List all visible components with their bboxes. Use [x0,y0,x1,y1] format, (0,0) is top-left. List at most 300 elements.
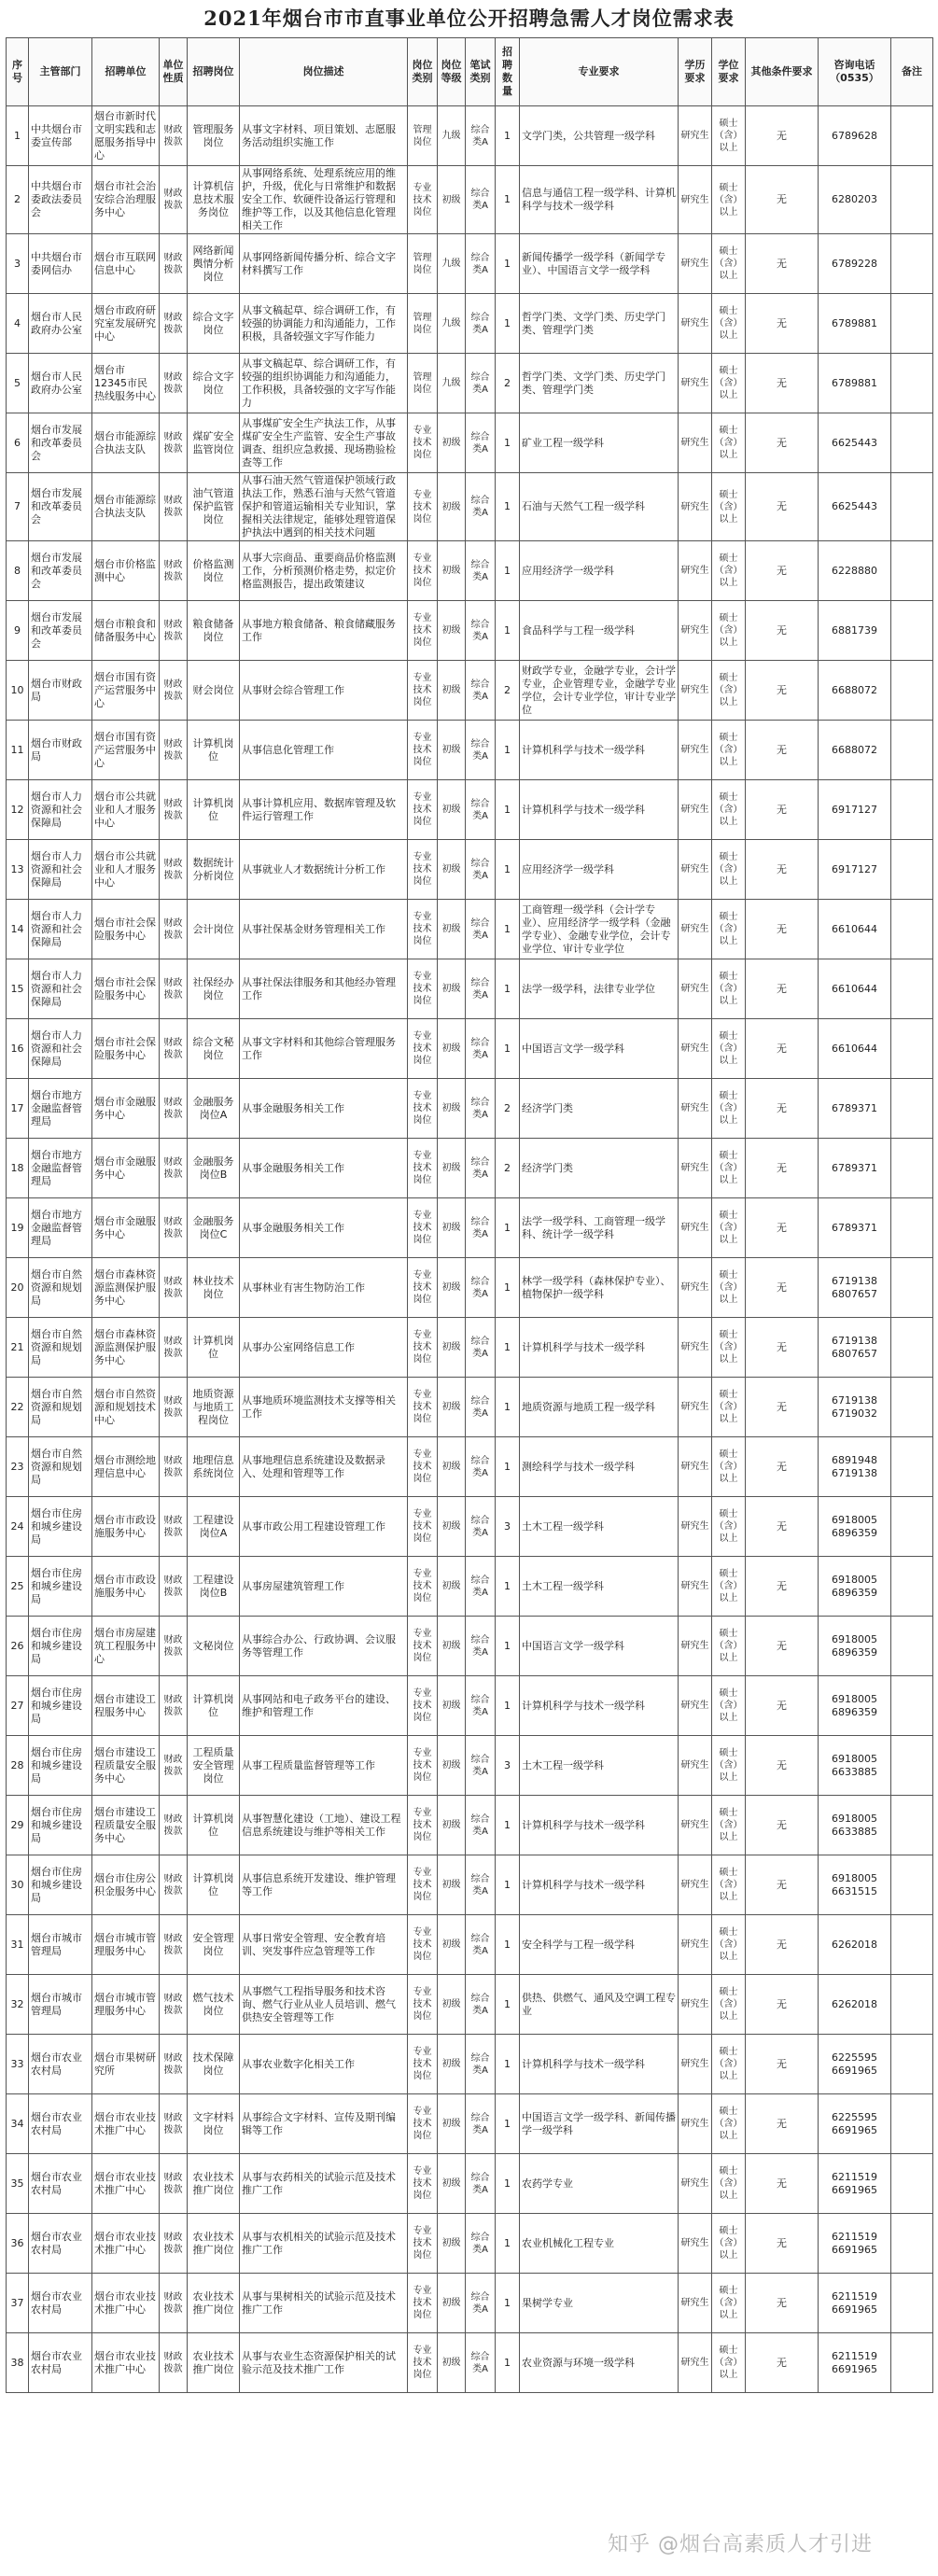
cell-remarks [891,2274,933,2333]
cell-index: 32 [7,1975,29,2035]
cell-degree: 硕士（含）以上 [712,1019,746,1079]
table-row [7,1198,933,1258]
table-row [7,1855,933,1915]
cell-phone: 6789628 [819,106,891,166]
cell-department: 烟台市人民政府办公室 [29,354,92,413]
cell-major: 计算机科学与技术一级学科 [520,1796,679,1855]
cell-other-requirements: 无 [746,2094,819,2154]
cell-other-requirements: 无 [746,1676,819,1736]
cell-quantity: 2 [496,354,520,413]
cell-unit-type: 财政拨款 [160,2094,188,2154]
cell-position-level: 九级 [438,294,466,354]
cell-degree: 硕士（含）以上 [712,541,746,601]
cell-other-requirements: 无 [746,2154,819,2214]
cell-degree: 硕士（含）以上 [712,166,746,234]
table-row [7,721,933,780]
cell-employer: 烟台市互联网信息中心 [92,234,160,294]
cell-unit-type: 财政拨款 [160,106,188,166]
cell-major: 计算机科学与技术一级学科 [520,721,679,780]
cell-exam-type: 综合类A [466,1736,496,1796]
cell-position-level: 初级 [438,1318,466,1378]
cell-description: 从事社保基金财务管理相关工作 [240,900,408,959]
cell-remarks [891,1437,933,1497]
cell-employer: 烟台市社会保险服务中心 [92,959,160,1019]
cell-quantity: 1 [496,106,520,166]
cell-description: 从事文字材料和其他综合管理服务工作 [240,1019,408,1079]
cell-index: 8 [7,541,29,601]
cell-education: 研究生 [679,661,712,721]
cell-degree: 硕士（含）以上 [712,661,746,721]
cell-position-level: 初级 [438,1676,466,1736]
table-row [7,1796,933,1855]
cell-education: 研究生 [679,840,712,900]
cell-position-level: 初级 [438,1258,466,1318]
cell-remarks [891,900,933,959]
cell-employer: 烟台市公共就业和人才服务中心 [92,840,160,900]
cell-position-level: 初级 [438,601,466,661]
cell-other-requirements: 无 [746,1378,819,1437]
cell-remarks [891,1855,933,1915]
cell-education: 研究生 [679,780,712,840]
cell-position: 农业技术推广岗位 [188,2214,240,2274]
cell-other-requirements: 无 [746,166,819,234]
cell-major: 林学一级学科（森林保护专业）、植物保护一级学科 [520,1258,679,1318]
cell-quantity: 1 [496,959,520,1019]
cell-education: 研究生 [679,1198,712,1258]
cell-exam-type: 综合类A [466,413,496,473]
table-row [7,1557,933,1617]
cell-position-level: 初级 [438,1915,466,1975]
cell-exam-type: 综合类A [466,234,496,294]
cell-department: 烟台市农业农村局 [29,2333,92,2393]
cell-position: 综合文字岗位 [188,294,240,354]
cell-phone: 6891948 6719138 [819,1437,891,1497]
cell-department: 烟台市发展和改革委员会 [29,601,92,661]
cell-department: 烟台市自然资源和规划局 [29,1378,92,1437]
cell-description: 从事综合办公、行政协调、会议服务等管理工作 [240,1617,408,1676]
cell-degree: 硕士（含）以上 [712,1378,746,1437]
cell-exam-type: 综合类A [466,1139,496,1198]
cell-degree: 硕士（含）以上 [712,780,746,840]
cell-other-requirements: 无 [746,294,819,354]
cell-degree: 硕士（含）以上 [712,1198,746,1258]
cell-major: 文学门类，公共管理一级学科 [520,106,679,166]
cell-description: 从事市政公用工程建设管理工作 [240,1497,408,1557]
cell-department: 烟台市人力资源和社会保障局 [29,840,92,900]
cell-degree: 硕士（含）以上 [712,1318,746,1378]
cell-major: 供热、供燃气、通风及空调工程专业 [520,1975,679,2035]
cell-major: 农业机械化工程专业 [520,2214,679,2274]
cell-quantity: 1 [496,1796,520,1855]
cell-description: 从事与果树相关的试验示范及技术推广工作 [240,2274,408,2333]
cell-exam-type: 综合类A [466,1318,496,1378]
cell-other-requirements: 无 [746,2274,819,2333]
cell-employer: 烟台市社会保险服务中心 [92,900,160,959]
cell-position-category: 管理岗位 [408,354,438,413]
cell-position-level: 初级 [438,1497,466,1557]
cell-remarks [891,780,933,840]
cell-phone: 6625443 [819,413,891,473]
cell-department: 烟台市人力资源和社会保障局 [29,900,92,959]
cell-degree: 硕士（含）以上 [712,2333,746,2393]
cell-position: 文秘岗位 [188,1617,240,1676]
cell-phone: 6211519 6691965 [819,2333,891,2393]
cell-position: 工程质量安全管理岗位 [188,1736,240,1796]
cell-employer: 烟台市城市管理服务中心 [92,1915,160,1975]
cell-unit-type: 财政拨款 [160,1557,188,1617]
cell-employer: 烟台市农业技术推广中心 [92,2154,160,2214]
cell-position-category: 专业技术岗位 [408,473,438,541]
cell-exam-type: 综合类A [466,1915,496,1975]
cell-other-requirements: 无 [746,234,819,294]
cell-education: 研究生 [679,294,712,354]
cell-exam-type: 综合类A [466,2274,496,2333]
cell-index: 2 [7,166,29,234]
cell-description: 从事农业数字化相关工作 [240,2035,408,2094]
cell-other-requirements: 无 [746,106,819,166]
cell-position-category: 专业技术岗位 [408,959,438,1019]
cell-exam-type: 综合类A [466,1258,496,1318]
cell-position: 网络新闻舆情分析岗位 [188,234,240,294]
cell-quantity: 1 [496,234,520,294]
cell-phone: 6789228 [819,234,891,294]
cell-unit-type: 财政拨款 [160,959,188,1019]
cell-degree: 硕士（含）以上 [712,234,746,294]
cell-unit-type: 财政拨款 [160,294,188,354]
cell-description: 从事网络系统、处理系统应用的维护，升级，优化与日常维护和数据安全工作、软硬件设备运行管理和维护等工作，以及其他信息化管理相关工作 [240,166,408,234]
table-row [7,1736,933,1796]
cell-description: 从事办公室网络信息工作 [240,1318,408,1378]
cell-index: 22 [7,1378,29,1437]
cell-index: 18 [7,1139,29,1198]
cell-index: 30 [7,1855,29,1915]
cell-index: 9 [7,601,29,661]
cell-remarks [891,2333,933,2393]
cell-exam-type: 综合类A [466,106,496,166]
cell-education: 研究生 [679,2333,712,2393]
cell-major: 计算机科学与技术一级学科 [520,1676,679,1736]
cell-degree: 硕士（含）以上 [712,1258,746,1318]
cell-department: 烟台市住房和城乡建设局 [29,1676,92,1736]
column-header: 招聘数量 [496,38,520,106]
cell-description: 从事与农药相关的试验示范及技术推广工作 [240,2154,408,2214]
cell-major: 食品科学与工程一级学科 [520,601,679,661]
cell-degree: 硕士（含）以上 [712,2214,746,2274]
cell-degree: 硕士（含）以上 [712,1915,746,1975]
cell-unit-type: 财政拨款 [160,1198,188,1258]
cell-department: 烟台市自然资源和规划局 [29,1318,92,1378]
cell-position-category: 专业技术岗位 [408,1198,438,1258]
cell-exam-type: 综合类A [466,1198,496,1258]
cell-other-requirements: 无 [746,900,819,959]
table-row [7,413,933,473]
cell-index: 37 [7,2274,29,2333]
cell-phone: 6918005 6631515 [819,1855,891,1915]
cell-position-category: 专业技术岗位 [408,780,438,840]
cell-other-requirements: 无 [746,2333,819,2393]
cell-employer: 烟台市金融服务中心 [92,1198,160,1258]
cell-major: 应用经济学一级学科 [520,541,679,601]
cell-quantity: 1 [496,1318,520,1378]
cell-index: 23 [7,1437,29,1497]
table-row [7,601,933,661]
cell-employer: 烟台市森林资源监测保护服务中心 [92,1318,160,1378]
cell-position: 计算机岗位 [188,721,240,780]
cell-department: 烟台市人力资源和社会保障局 [29,1019,92,1079]
cell-phone: 6918005 6633885 [819,1736,891,1796]
cell-index: 10 [7,661,29,721]
cell-exam-type: 综合类A [466,2333,496,2393]
cell-other-requirements: 无 [746,473,819,541]
cell-major: 地质资源与地质工程一级学科 [520,1378,679,1437]
column-header: 咨询电话（0535） [819,38,891,106]
cell-position-category: 专业技术岗位 [408,541,438,601]
cell-degree: 硕士（含）以上 [712,1676,746,1736]
cell-position-level: 初级 [438,1198,466,1258]
cell-degree: 硕士（含）以上 [712,473,746,541]
cell-degree: 硕士（含）以上 [712,1736,746,1796]
cell-unit-type: 财政拨款 [160,840,188,900]
cell-position: 金融服务岗位A [188,1079,240,1139]
cell-phone: 6719138 6719032 [819,1378,891,1437]
cell-exam-type: 综合类A [466,1079,496,1139]
cell-exam-type: 综合类A [466,541,496,601]
cell-position-level: 初级 [438,473,466,541]
cell-phone: 6719138 6807657 [819,1318,891,1378]
cell-unit-type: 财政拨款 [160,2214,188,2274]
cell-description: 从事石油天然气管道保护领域行政执法工作，熟悉石油与天然气管道保护和管道运输相关专业知识，掌握相关法律规定，能够处理管道保护执法中遇到的相关技术问题 [240,473,408,541]
cell-description: 从事综合文字材料、宣传及期刊编辑等工作 [240,2094,408,2154]
cell-education: 研究生 [679,1139,712,1198]
cell-department: 烟台市人民政府办公室 [29,294,92,354]
cell-major: 农业资源与环境一级学科 [520,2333,679,2393]
cell-department: 烟台市城市管理局 [29,1915,92,1975]
cell-remarks [891,721,933,780]
cell-index: 15 [7,959,29,1019]
cell-position-category: 专业技术岗位 [408,840,438,900]
cell-quantity: 1 [496,473,520,541]
cell-position: 金融服务岗位C [188,1198,240,1258]
cell-description: 从事文稿起草、综合调研工作，有较强的组织协调能力和沟通能力，工作积极，具备较强的文字写作能力 [240,354,408,413]
cell-other-requirements: 无 [746,1437,819,1497]
cell-major: 应用经济学一级学科 [520,840,679,900]
table-row [7,1258,933,1318]
cell-position: 地质资源与地质工程岗位 [188,1378,240,1437]
cell-exam-type: 综合类A [466,354,496,413]
cell-position-level: 初级 [438,2274,466,2333]
cell-major: 计算机科学与技术一级学科 [520,1318,679,1378]
cell-department: 烟台市人力资源和社会保障局 [29,780,92,840]
table-row [7,1019,933,1079]
cell-position-category: 专业技术岗位 [408,1139,438,1198]
cell-degree: 硕士（含）以上 [712,106,746,166]
cell-quantity: 1 [496,2333,520,2393]
cell-unit-type: 财政拨款 [160,1676,188,1736]
cell-phone: 6918005 6633885 [819,1796,891,1855]
cell-position-level: 九级 [438,354,466,413]
cell-employer: 烟台市金融服务中心 [92,1139,160,1198]
cell-department: 烟台市自然资源和规划局 [29,1258,92,1318]
cell-department: 烟台市人力资源和社会保障局 [29,959,92,1019]
column-header: 学位要求 [712,38,746,106]
cell-phone: 6610644 [819,959,891,1019]
cell-quantity: 1 [496,1258,520,1318]
column-header: 招聘单位 [92,38,160,106]
table-row [7,2214,933,2274]
cell-employer: 烟台市建设工程质量安全服务中心 [92,1796,160,1855]
cell-index: 33 [7,2035,29,2094]
cell-unit-type: 财政拨款 [160,1796,188,1855]
cell-other-requirements: 无 [746,1019,819,1079]
cell-quantity: 1 [496,1915,520,1975]
cell-description: 从事大宗商品、重要商品价格监测工作，分析预测价格走势，拟定价格监测报告，提出政策建议 [240,541,408,601]
cell-quantity: 1 [496,780,520,840]
cell-degree: 硕士（含）以上 [712,1557,746,1617]
cell-employer: 烟台市政府研究室发展研究中心 [92,294,160,354]
cell-employer: 烟台市国有资产运营服务中心 [92,721,160,780]
cell-position-level: 九级 [438,106,466,166]
cell-employer: 烟台市能源综合执法支队 [92,413,160,473]
cell-quantity: 1 [496,840,520,900]
cell-other-requirements: 无 [746,1139,819,1198]
cell-other-requirements: 无 [746,1318,819,1378]
cell-quantity: 1 [496,1617,520,1676]
cell-exam-type: 综合类A [466,900,496,959]
cell-position-level: 初级 [438,1736,466,1796]
cell-other-requirements: 无 [746,2214,819,2274]
cell-phone: 6918005 6896359 [819,1617,891,1676]
cell-department: 烟台市住房和城乡建设局 [29,1736,92,1796]
cell-quantity: 1 [496,1975,520,2035]
cell-index: 13 [7,840,29,900]
cell-quantity: 1 [496,1557,520,1617]
cell-employer: 烟台市农业技术推广中心 [92,2094,160,2154]
cell-degree: 硕士（含）以上 [712,413,746,473]
cell-major: 矿业工程一级学科 [520,413,679,473]
cell-quantity: 1 [496,2214,520,2274]
cell-quantity: 1 [496,1855,520,1915]
cell-index: 34 [7,2094,29,2154]
cell-remarks [891,1557,933,1617]
cell-position: 数据统计分析岗位 [188,840,240,900]
cell-degree: 硕士（含）以上 [712,959,746,1019]
cell-major: 中国语言文学一级学科、新闻传播学一级学科 [520,2094,679,2154]
cell-quantity: 1 [496,413,520,473]
cell-education: 研究生 [679,234,712,294]
cell-position-category: 专业技术岗位 [408,900,438,959]
cell-index: 7 [7,473,29,541]
cell-index: 27 [7,1676,29,1736]
cell-position-level: 初级 [438,166,466,234]
cell-unit-type: 财政拨款 [160,1915,188,1975]
cell-department: 烟台市地方金融监督管理局 [29,1198,92,1258]
header-row [7,38,933,106]
cell-employer: 烟台市农业技术推广中心 [92,2333,160,2393]
cell-exam-type: 综合类A [466,2094,496,2154]
cell-department: 烟台市地方金融监督管理局 [29,1079,92,1139]
cell-position-level: 初级 [438,541,466,601]
table-row [7,1676,933,1736]
column-header: 岗位类别 [408,38,438,106]
cell-description: 从事财会综合管理工作 [240,661,408,721]
cell-description: 从事金融服务相关工作 [240,1079,408,1139]
column-header: 学历要求 [679,38,712,106]
cell-position: 农业技术推广岗位 [188,2274,240,2333]
table-row [7,294,933,354]
cell-employer: 烟台市社会治安综合治理服务中心 [92,166,160,234]
cell-phone: 6918005 6896359 [819,1557,891,1617]
cell-phone: 6917127 [819,780,891,840]
cell-employer: 烟台市建设工程质量安全服务中心 [92,1736,160,1796]
cell-position: 计算机岗位 [188,1796,240,1855]
cell-description: 从事就业人才数据统计分析工作 [240,840,408,900]
cell-position-category: 专业技术岗位 [408,2214,438,2274]
cell-education: 研究生 [679,1915,712,1975]
cell-index: 4 [7,294,29,354]
cell-remarks [891,1258,933,1318]
cell-major: 土木工程一级学科 [520,1557,679,1617]
cell-other-requirements: 无 [746,661,819,721]
cell-exam-type: 综合类A [466,2214,496,2274]
cell-employer: 烟台市果树研究所 [92,2035,160,2094]
cell-education: 研究生 [679,473,712,541]
cell-position: 会计岗位 [188,900,240,959]
cell-exam-type: 综合类A [466,1497,496,1557]
cell-remarks [891,106,933,166]
cell-degree: 硕士（含）以上 [712,1437,746,1497]
cell-employer: 烟台市市政设施服务中心 [92,1557,160,1617]
cell-unit-type: 财政拨款 [160,1079,188,1139]
cell-position-category: 专业技术岗位 [408,601,438,661]
cell-exam-type: 综合类A [466,1019,496,1079]
watermark: 知乎 @烟台高素质人才引进 [608,2533,873,2556]
cell-department: 烟台市农业农村局 [29,2214,92,2274]
cell-phone: 6625443 [819,473,891,541]
cell-position: 财会岗位 [188,661,240,721]
cell-exam-type: 综合类A [466,166,496,234]
cell-position-category: 专业技术岗位 [408,2035,438,2094]
cell-position: 地理信息系统岗位 [188,1437,240,1497]
cell-education: 研究生 [679,1258,712,1318]
cell-degree: 硕士（含）以上 [712,721,746,780]
cell-quantity: 1 [496,1198,520,1258]
cell-remarks [891,1019,933,1079]
cell-phone: 6225595 6691965 [819,2094,891,2154]
cell-degree: 硕士（含）以上 [712,1855,746,1915]
cell-position-category: 管理岗位 [408,234,438,294]
cell-other-requirements: 无 [746,413,819,473]
cell-position-level: 初级 [438,2154,466,2214]
cell-description: 从事信息化管理工作 [240,721,408,780]
cell-position-level: 初级 [438,780,466,840]
cell-remarks [891,1975,933,2035]
table-row [7,1437,933,1497]
cell-position-category: 专业技术岗位 [408,1915,438,1975]
cell-employer: 烟台市城市管理服务中心 [92,1975,160,2035]
cell-exam-type: 综合类A [466,601,496,661]
cell-employer: 烟台市价格监测中心 [92,541,160,601]
cell-remarks [891,1079,933,1139]
cell-department: 烟台市发展和改革委员会 [29,473,92,541]
cell-position-category: 专业技术岗位 [408,2274,438,2333]
cell-major: 石油与天然气工程一级学科 [520,473,679,541]
cell-department: 烟台市住房和城乡建设局 [29,1796,92,1855]
cell-degree: 硕士（含）以上 [712,2094,746,2154]
cell-unit-type: 财政拨款 [160,1975,188,2035]
cell-exam-type: 综合类A [466,2154,496,2214]
cell-position: 文字材料岗位 [188,2094,240,2154]
cell-other-requirements: 无 [746,1258,819,1318]
